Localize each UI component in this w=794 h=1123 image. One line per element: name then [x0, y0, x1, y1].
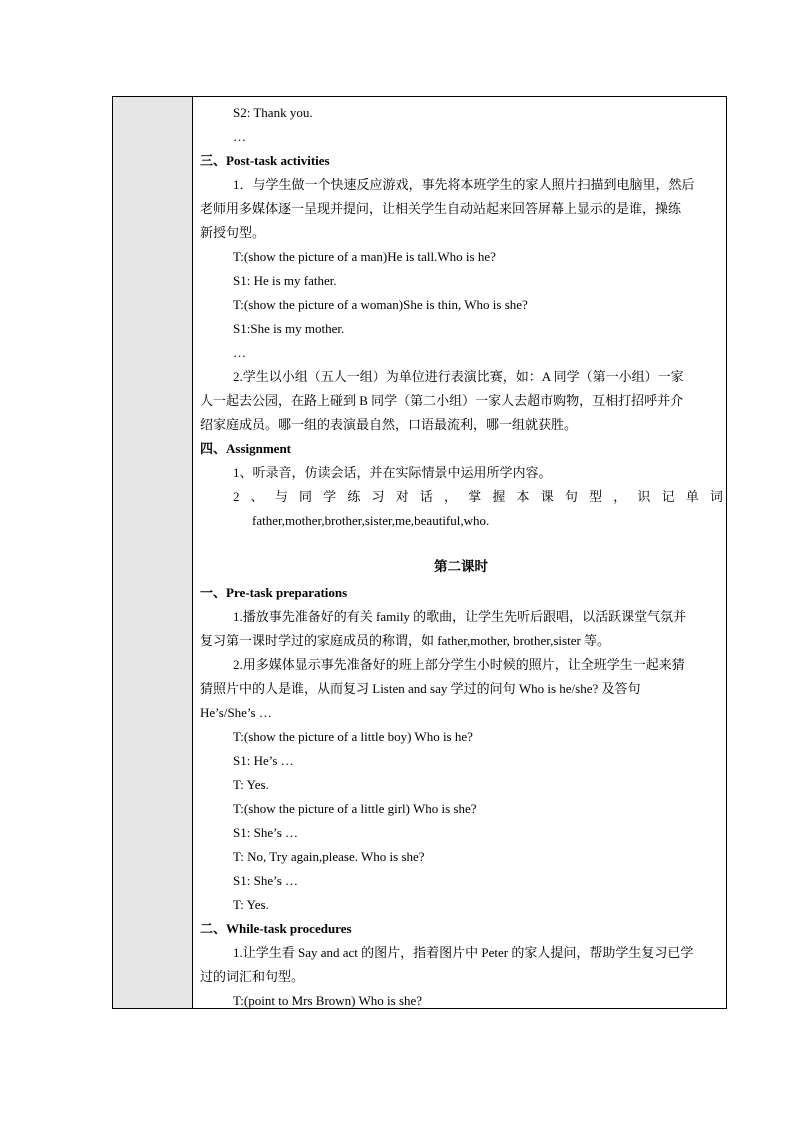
- dialogue-line: S2: Thank you.: [233, 105, 313, 120]
- paragraph-line: 2.学生以小组（五人一组）为单位进行表演比赛，如：A 同学（第一小组）一家: [233, 369, 684, 384]
- paragraph-line: He’s/She’s …: [200, 705, 272, 720]
- dialogue-line: S1: He is my father.: [233, 273, 337, 288]
- dialogue-line: S1: He’s …: [233, 753, 294, 768]
- paragraph-line: 1．与学生做一个快速反应游戏，事先将本班学生的家人照片扫描到电脑里，然后: [233, 177, 695, 192]
- assignment-item: 1、听录音，仿读会话，并在实际情景中运用所学内容。: [233, 465, 552, 480]
- lesson-title: 第二课时: [434, 559, 488, 574]
- dialogue-line: S1: She’s …: [233, 873, 299, 888]
- section-heading-post-task: 三、Post-task activities: [200, 153, 330, 168]
- paragraph-line: 猜照片中的人是谁，从而复习 Listen and say 学过的问句 Who is he/she? 及答句: [200, 681, 641, 696]
- assignment-item: [233, 489, 723, 505]
- section-heading-assignment: 四、Assignment: [200, 441, 292, 456]
- ellipsis: …: [233, 129, 246, 144]
- paragraph-line: 1.播放事先准备好的有关 family 的歌曲，让学生先听后跟唱，以活跃课堂气氛并: [233, 609, 687, 624]
- paragraph-line: 过的词汇和句型。: [200, 969, 305, 984]
- assignment-item-continued: father,mother,brother,sister,me,beautiful,who.: [252, 513, 490, 528]
- dialogue-line: T: No, Try again,please. Who is she?: [233, 849, 425, 864]
- paragraph-line: 新授句型。: [200, 225, 266, 240]
- dialogue-line: S1: She’s …: [233, 825, 299, 840]
- dialogue-line: T: Yes.: [233, 897, 269, 912]
- assignment-item-2-justified: 2 、 与 同 学 练 习 对 话 ， 掌 握 本 课 句 型 ， 识 记 单 词: [233, 489, 723, 504]
- dialogue-line: S1:She is my mother.: [233, 321, 345, 336]
- dialogue-line: T:(show the picture of a man)He is tall.Who is he?: [233, 249, 496, 264]
- section-heading-while-task: 二、While-task procedures: [200, 921, 352, 936]
- dialogue-line: T:(point to Mrs Brown) Who is she?: [233, 993, 423, 1008]
- dialogue-line: T:(show the picture of a little girl) Who is she?: [233, 801, 477, 816]
- paragraph-line: 绍家庭成员。哪一组的表演最自然，口语最流利，哪一组就获胜。: [200, 417, 578, 432]
- paragraph-line: 2.用多媒体显示事先准备好的班上部分学生小时候的照片，让全班学生一起来猜: [233, 657, 685, 672]
- paragraph-line: 1.让学生看 Say and act 的图片，指着图片中 Peter 的家人提问，帮助学生复习已学: [233, 945, 694, 960]
- section-heading-pre-task: 一、Pre-task preparations: [200, 585, 348, 600]
- paragraph-line: 人一起去公园，在路上碰到 B 同学（第二小组）一家人去超市购物，互相打招呼并介: [200, 393, 684, 408]
- lesson-table: [112, 96, 727, 1009]
- ellipsis: …: [233, 345, 246, 360]
- dialogue-line: T:(show the picture of a woman)She is thin, Who is she?: [233, 297, 528, 312]
- paragraph-line: 复习第一课时学过的家庭成员的称谓，如 father,mother, brother,sister 等。: [200, 633, 611, 648]
- table-label-cell: [113, 97, 193, 1008]
- paragraph-line: 老师用多媒体逐一呈现并提问，让相关学生自动站起来回答屏幕上显示的是谁，操练: [200, 201, 682, 216]
- dialogue-line: T:(show the picture of a little boy) Who is he?: [233, 729, 473, 744]
- dialogue-line: T: Yes.: [233, 777, 269, 792]
